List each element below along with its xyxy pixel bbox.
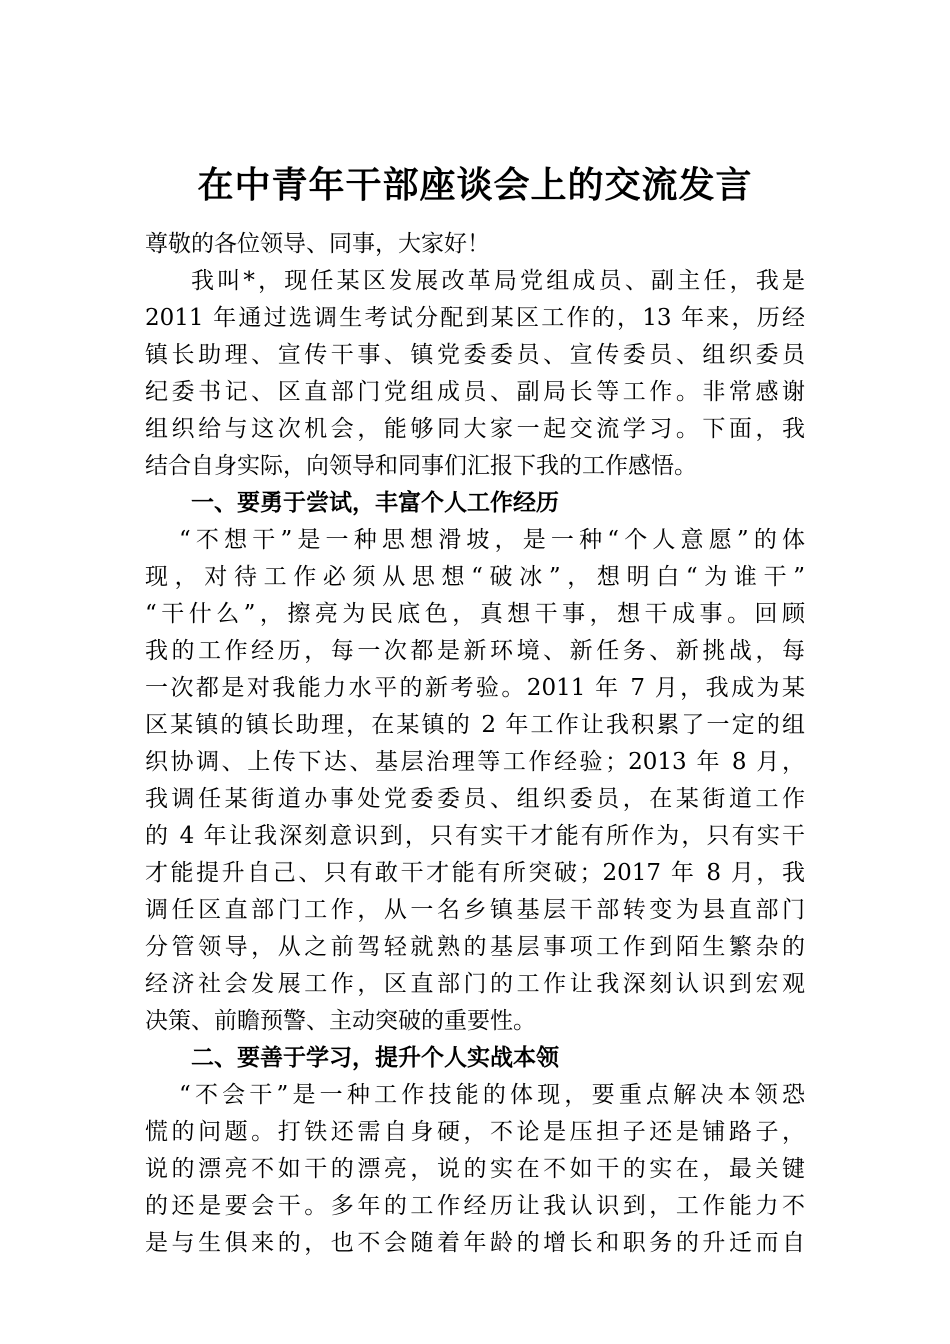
- paragraph-line: 组织给与这次机会，能够同大家一起交流学习。下面，我: [145, 416, 805, 442]
- paragraph-line: 我调任某街道办事处党委委员、组织委员，在某街道工作: [145, 786, 805, 812]
- paragraph-line: 2011 年通过选调生考试分配到某区工作的，13 年来，历经: [145, 305, 805, 331]
- paragraph-line: 我叫*，现任某区发展改革局党组成员、副主任，我是: [191, 268, 805, 294]
- paragraph-line: 镇长助理、宣传干事、镇党委委员、宣传委员、组织委员: [145, 342, 805, 368]
- paragraph-line: 现，对待工作必须从思想“破冰”，想明白“为谁干”: [145, 564, 805, 590]
- paragraph-line: 才能提升自己、只有敢干才能有所突破；2017 年 8 月，我: [145, 860, 805, 886]
- paragraph-line: “干什么”，擦亮为民底色，真想干事，想干成事。回顾: [145, 601, 805, 627]
- paragraph-line: “不想干”是一种思想滑坡，是一种“个人意愿”的体: [179, 527, 805, 553]
- document-title: 在中青年干部座谈会上的交流发言: [197, 164, 753, 206]
- paragraph-line: 的 4 年让我深刻意识到，只有实干才能有所作为，只有实干: [145, 823, 805, 849]
- paragraph-line: 的还是要会干。多年的工作经历让我认识到，工作能力不: [145, 1193, 805, 1219]
- paragraph-line: 经济社会发展工作，区直部门的工作让我深刻认识到宏观: [145, 971, 805, 997]
- section-heading: 一、要勇于尝试，丰富个人工作经历: [191, 490, 559, 516]
- paragraph-line: 慌的问题。打铁还需自身硬，不论是压担子还是铺路子，: [145, 1119, 805, 1145]
- paragraph-line: 调任区直部门工作，从一名乡镇基层干部转变为县直部门: [145, 897, 805, 923]
- greeting-line: 尊敬的各位领导、同事，大家好！: [145, 231, 490, 257]
- paragraph-line: 是与生俱来的，也不会随着年龄的增长和职务的升迁而自: [145, 1230, 805, 1256]
- paragraph-line: 说的漂亮不如干的漂亮，说的实在不如干的实在，最关键: [145, 1156, 805, 1182]
- paragraph-line: 区某镇的镇长助理，在某镇的 2 年工作让我积累了一定的组: [145, 712, 805, 738]
- paragraph-line: 分管领导，从之前驾轻就熟的基层事项工作到陌生繁杂的: [145, 934, 805, 960]
- paragraph-line: 一次都是对我能力水平的新考验。2011 年 7 月，我成为某: [145, 675, 805, 701]
- document-body: [145, 226, 805, 1262]
- section-heading: 二、要善于学习，提升个人实战本领: [191, 1045, 559, 1071]
- paragraph-line: “不会干”是一种工作技能的体现，要重点解决本领恐: [179, 1082, 805, 1108]
- paragraph-line: 织协调、上传下达、基层治理等工作经验；2013 年 8 月，: [145, 749, 805, 775]
- paragraph-line: 结合自身实际，向领导和同事们汇报下我的工作感悟。: [145, 453, 697, 479]
- paragraph-line: 决策、前瞻预警、主动突破的重要性。: [145, 1008, 536, 1034]
- paragraph-line: 纪委书记、区直部门党组成员、副局长等工作。非常感谢: [145, 379, 805, 405]
- paragraph-line: 我的工作经历，每一次都是新环境、新任务、新挑战，每: [145, 638, 805, 664]
